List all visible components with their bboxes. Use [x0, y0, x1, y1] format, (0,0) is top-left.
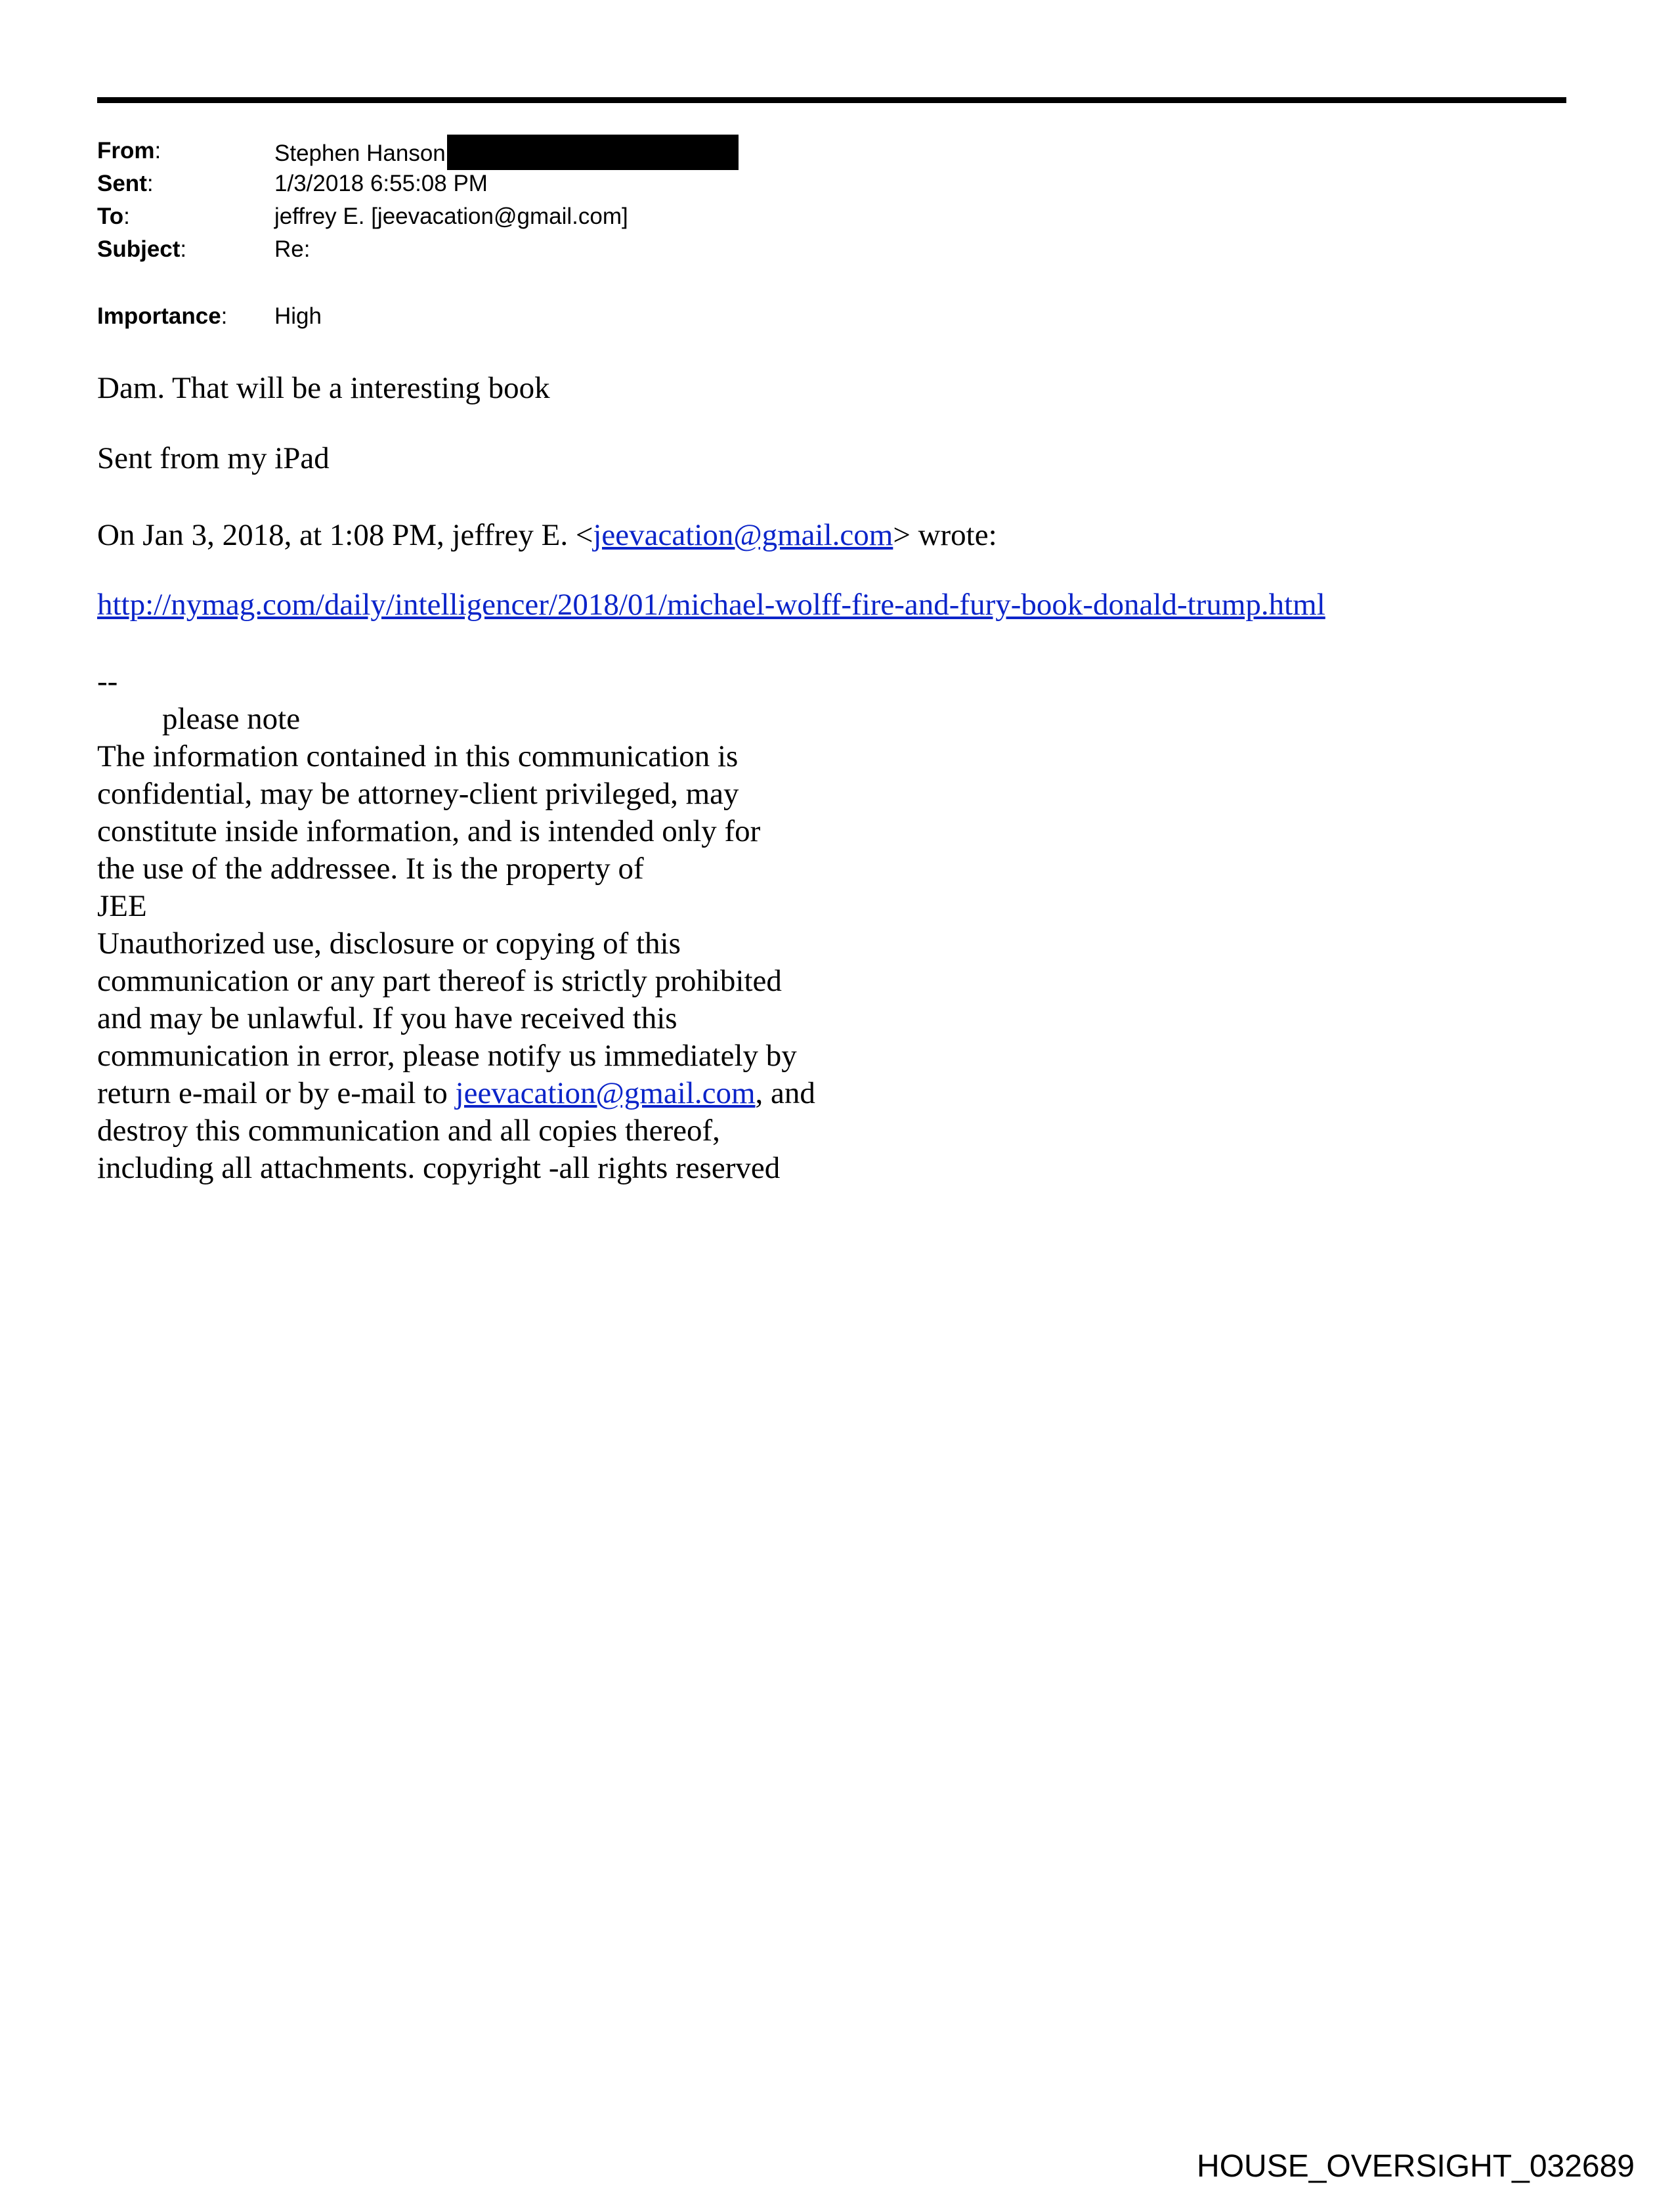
disclaimer-line: communication or any part thereof is strictly prohibited [97, 964, 782, 998]
nymag-article-link[interactable]: http://nymag.com/daily/intelligencer/2018/01/michael-wolff-fire-and-fury-book-donald-trump.html [97, 588, 1325, 622]
disclaimer-line: constitute inside information, and is intended only for [97, 814, 761, 848]
importance-value: High [274, 303, 322, 329]
disclaimer-return-line: return e-mail or by e-mail to jeevacation@gmail.com, and [97, 1076, 815, 1110]
bates-stamp: HOUSE_OVERSIGHT_032689 [1197, 2149, 1635, 2184]
sent-value: 1/3/2018 6:55:08 PM [274, 171, 488, 196]
reply-line: Dam. That will be a interesting book [97, 371, 550, 405]
to-label: To: [97, 204, 130, 229]
disclaimer-line: The information contained in this communication is [97, 739, 739, 773]
quote-email-link[interactable]: jeevacation@gmail.com [593, 518, 893, 552]
disclaimer-line: and may be unlawful. If you have received this [97, 1001, 677, 1035]
from-label: From: [97, 138, 161, 163]
disclaimer-line: communication in error, please notify us immediately by [97, 1039, 797, 1073]
importance-label: Importance: [97, 303, 228, 329]
quote-intro: On Jan 3, 2018, at 1:08 PM, jeffrey E. <jeevacation@gmail.com> wrote: [97, 518, 997, 552]
disclaimer-block [97, 738, 815, 1187]
nymag-url-line [97, 586, 1325, 624]
disclaimer-email-link[interactable]: jeevacation@gmail.com [455, 1076, 756, 1110]
disclaimer-line: including all attachments. copyright -all rights reserved [97, 1151, 781, 1185]
subject-label: Subject: [97, 236, 187, 262]
disclaimer-line: JEE [97, 889, 147, 923]
header-divider-rule [97, 97, 1566, 103]
from-value: Stephen Hanson [274, 135, 739, 170]
please-note-line: please note [162, 702, 301, 736]
signature-separator: -- [97, 664, 118, 699]
subject-value: Re: [274, 236, 311, 262]
disclaimer-line: destroy this communication and all copies thereof, [97, 1114, 720, 1148]
to-value: jeffrey E. [jeevacation@gmail.com] [274, 204, 628, 229]
disclaimer-line: the use of the addressee. It is the property of [97, 852, 644, 886]
ipad-signature: Sent from my iPad [97, 441, 330, 475]
disclaimer-line: confidential, may be attorney-client privileged, may [97, 777, 739, 811]
redaction-bar [447, 135, 739, 170]
sent-label: Sent: [97, 171, 154, 196]
disclaimer-line: Unauthorized use, disclosure or copying of this [97, 926, 681, 961]
